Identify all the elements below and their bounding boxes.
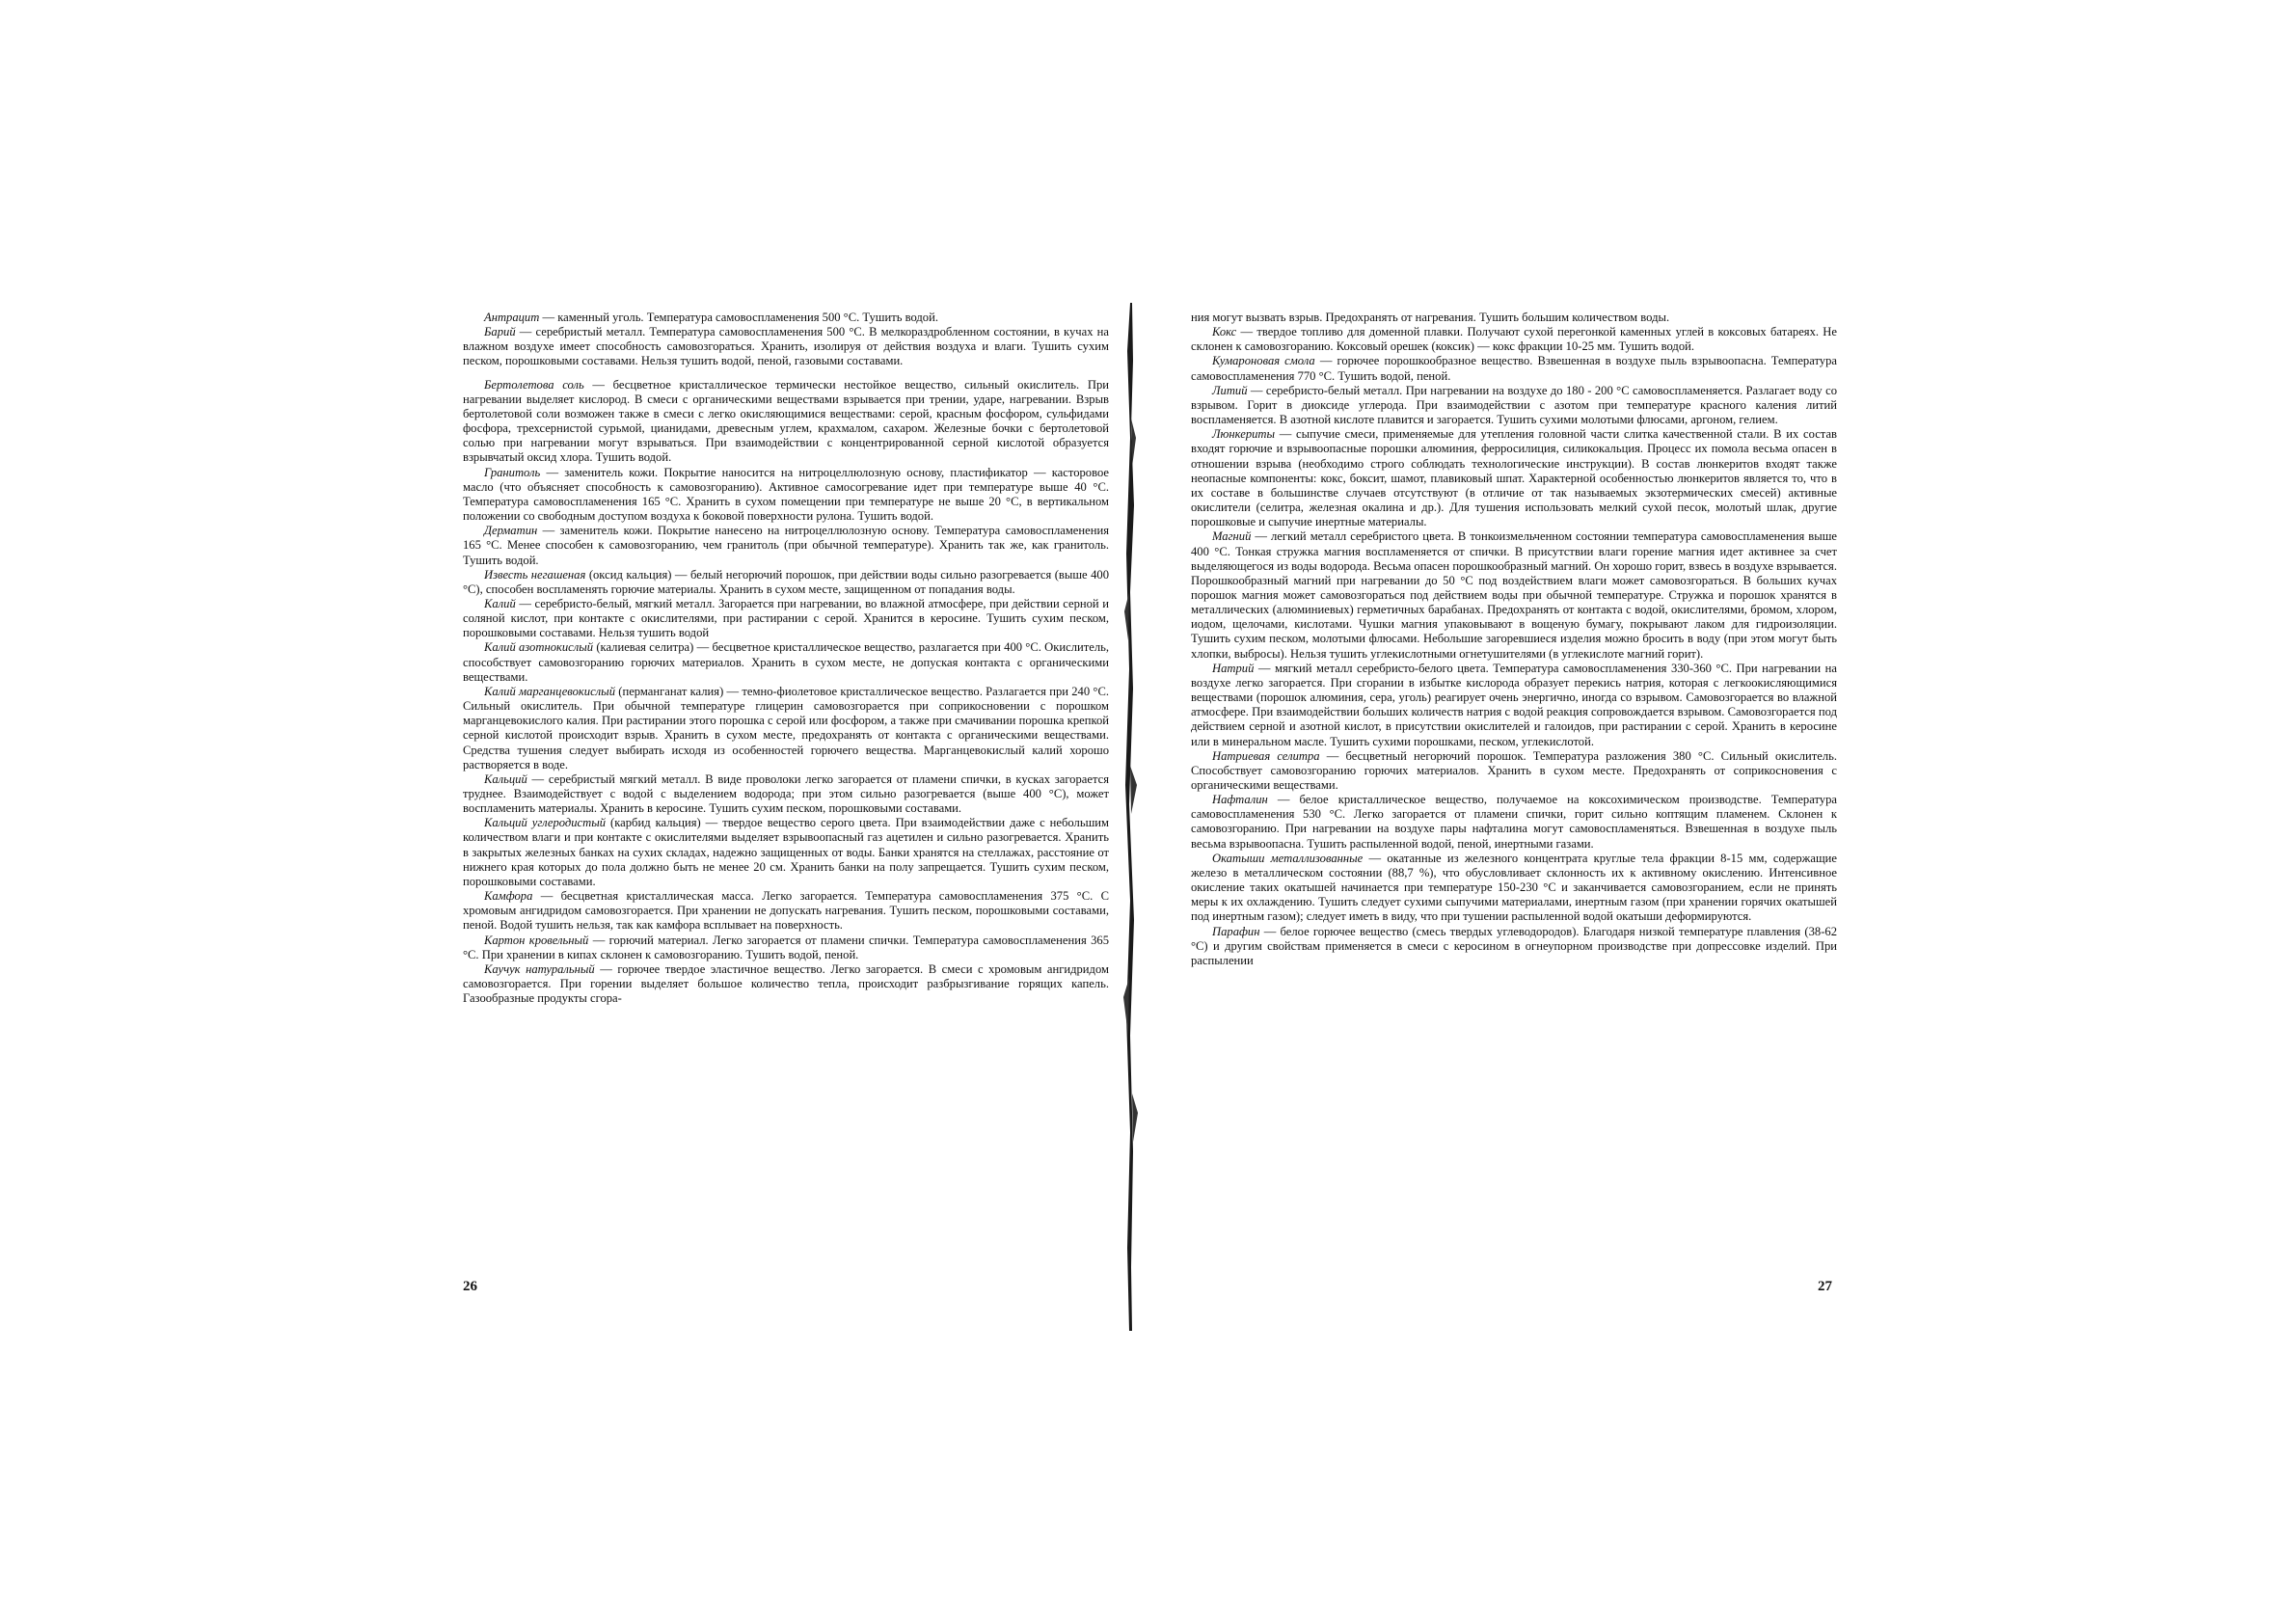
entry-paragraph <box>463 962 1109 1006</box>
entry-text: — легкий металл серебристого цвета. В тонкоизмельченном состоянии температура самовоспламенения выше 400 °С. Тонкая стружка магния воспламеняется от спички. В присутствии влаги горение магния идет активнее за счет выделяющегося из воды водорода. Весьма опасен порошкообразный магний. Он хорошо горит, взвесь в воздухе взрывается. Порошкообразный магний при нагревании до 50 °С под воздействием влаги может самовозгораться. В больших кучах порошок магния может самовозгораться под действием воды при обычной температуре. Стружка и порошок хранятся в металлических (алюминиевых) герметичных барабанах. Предохранять от контакта с водой, окислителями, бромом, хлором, иодом, щелочами, кислотами. Чушки магния упаковывают в вощеную бумагу, покрывают лаком для гидроизоляции. Тушить сухим песком, молотыми флюсами. Небольшие загоревшиеся изделия можно бросить в воду (при этом могут быть хлопки, выбросы). Нельзя тушить углекислотными огнетушителями (в углекислоте магний горит). <box>1191 529 1837 661</box>
entry-text: — горючий материал. Легко загорается от пламени спички. Температура самовоспламенения 365 °С. При хранении в кипах склонен к самовозгоранию. Тушить водой, пеной. <box>463 933 1109 961</box>
entry-text: — горючее твердое эластичное вещество. Легко загорается. В смеси с хромовым ангидридом самовозгорается. При горении выделяет большое количество тепла, происходит разбрызгивание горящих капель. Газообразные продукты сгора- <box>463 961 1109 1006</box>
entry-paragraph <box>1191 384 1837 427</box>
entry-term: Нафталин <box>1212 793 1268 807</box>
left-page-number: 26 <box>463 1279 477 1294</box>
entry-text: — горючее порошкообразное вещество. Взвешенная в воздухе пыль взрывоопасна. Температура самовоспламенения 770 °С. Тушить водой, пеной. <box>1191 354 1837 383</box>
entry-paragraph <box>463 466 1109 525</box>
entry-paragraph <box>463 568 1109 597</box>
right-page-number: 27 <box>1818 1279 1832 1294</box>
entry-text: — сыпучие смеси, применяемые для утепления головной части слитка качественной стали. В их состав входят горючие и взрывоопасные порошки алюминия, ферросилиция, силикокальция. Процесс их помола весьма опасен в отношении взрыва (необходимо строго соблюдать технологические инструкции). В состав люнкеритов входят также неопасные компоненты: кокс, боксит, шамот, плавиковый шпат. Характерной особенностью люнкеритов является то, что в их составе в большинстве случаев отсутствуют (в отличие от так называемых экзотермических смесей) активные окислители (селитра, железная окалина и др.). Для тушения использовать мелкий сухой песок, молотый шлак, другие порошковые и сыпучие инертные материалы. <box>1191 427 1837 529</box>
entry-paragraph <box>1191 925 1837 968</box>
entry-paragraph <box>463 311 1109 325</box>
entry-text: — серебристо-белый металл. При нагревании на воздухе до 180 - 200 °С самовоспламеняется. Разлагает воду со взрывом. Горит в диоксиде углерода. При взаимодействии с азотом при температуре красного каления литий воспламеняется. В азотной кислоте плавится и загорается. Тушить сухими молотыми флюсами, аргоном, гелием. <box>1191 383 1837 427</box>
entry-text: (оксид кальция) — белый негорючий порошок, при действии воды сильно разогревается (выше 400 °С), способен воспламенять горючие материалы. Хранить в сухом месте, защищенном от попадания воды. <box>463 567 1109 596</box>
left-page <box>463 311 1109 1006</box>
entry-text: — белое горючее вещество (смесь твердых углеводородов). Благодаря низкой температуре плавления (38-62 °С) и другим свойствам применяется в смеси с керосином в огнеупорном производстве при допрессовке изделий. При распылении <box>1191 924 1837 967</box>
entry-text: — серебристый мягкий металл. В виде проволоки легко загорается от пламени спички, в кусках загорается труднее. Взаимодействует с водой с выделением водорода; при этом сильно разогревается (выше 400 °С), может воспламенить материалы. Хранить в керосине. Тушить сухим песком, порошковыми составами. <box>463 771 1109 816</box>
entry-term: Окатыши металлизованные <box>1212 851 1364 865</box>
entry-paragraph <box>463 597 1109 640</box>
entry-term: Барий <box>484 325 516 339</box>
entry-term: Калий азотнокислый <box>484 640 594 655</box>
entry-text: — белое кристаллическое вещество, получаемое на коксохимическом производстве. Температура самовоспламенения 530 °С. Легко загорается от пламени спички, горит сильно коптящим пламенем. Склонен к самовозгоранию. При нагревании на воздухе пары нафталина могут самовоспламеняться. Взвешенная в воздухе пыль весьма взрывоопасна. Тушить распыленной водой, пеной, инертными газами. <box>1191 793 1837 851</box>
entry-term: Литий <box>1212 383 1248 397</box>
continuation-paragraph: ния могут вызвать взрыв. Предохранять от нагревания. Тушить большим количеством воды. <box>1191 311 1670 324</box>
entry-term: Известь негашеная <box>484 567 586 582</box>
entry-term: Калий марганцевокислый <box>484 684 615 698</box>
entry-term: Кальций <box>484 771 527 786</box>
entry-term: Натрий <box>1212 661 1255 675</box>
entry-paragraph <box>1191 852 1837 925</box>
entry-paragraph <box>463 816 1109 889</box>
entry-paragraph <box>1191 662 1837 749</box>
entry-text: — серебристый металл. Температура самовоспламенения 500 °С. В мелкораздробленном состоянии, в кучах на влажном воздухе имеет способность самовозгораться. Хранить, изолируя от действия воздуха и влаги. Тушить сухим песком, порошковыми составами. Нельзя тушить водой, пеной, газовыми составами. <box>463 325 1109 368</box>
entry-paragraph <box>463 685 1109 772</box>
entry-paragraph <box>463 934 1109 962</box>
entry-term: Люнкериты <box>1212 427 1276 442</box>
entry-text: — окатанные из железного концентрата круглые тела фракции 8-15 мм, содержащие железо в металлическом состоянии (88,7 %), что обусловливает склонность их к активному окислению. Интенсивное окисление таких окатышей начинается при температуре 150-230 °С и заканчивается самовозгоранием, если не принять меры к их охлаждению. Тушить следует сухими сыпучими материалами, инертным газом (при хранении горячих окатышей под инертным газом); следует иметь в виду, что при тушении распыленной водой окатыши деформируются. <box>1191 851 1837 924</box>
entry-paragraph <box>463 524 1109 567</box>
entry-term: Кокс <box>1212 325 1237 339</box>
entry-paragraph <box>463 325 1109 368</box>
entry-paragraph <box>463 378 1109 466</box>
entry-text: — заменитель кожи. Покрытие наносится на нитроцеллюлозную основу, пластификатор — касторовое масло (что объясняет способность к самовозгоранию). Активное самосогревание идет при температуре выше 40 °С. Температура самовоспламенения 165 °С. Хранить в сухом помещении при температуре не выше 20 °С, в вертикальном положении со свободным доступом воздуха к боковой поверхности рулона. Тушить водой. <box>463 465 1109 524</box>
entry-paragraph <box>1191 529 1837 661</box>
entry-term: Магний <box>1212 529 1252 544</box>
entry-text: — мягкий металл серебристо-белого цвета. Температура самовоспламенения 330-360 °С. При нагревании на воздухе легко загорается. При сгорании в избытке кислорода образует перекись натрия, которая с легкоокисляющимися веществами (порошок алюминия, сера, уголь) реагирует очень энергично, иногда со взрывом. Самовозгорается во влажной атмосфере. При взаимодействии больших количеств натрия с водой реакция сопровождается взрывом. Самовозгорается под действием серной и азотной кислот, в присутствии окислителей и галоидов, при растирании с серой. Хранить в керосине или в минеральном масле. Тушить сухими порошками, песком, углекислотой. <box>1191 661 1837 748</box>
entry-paragraph <box>1191 749 1837 793</box>
entry-term: Каучук натуральный <box>484 961 595 976</box>
entry-paragraph <box>1191 354 1837 383</box>
entry-text: — бесцветная кристаллическая масса. Легко загорается. Температура самовоспламенения 375 °С. С хромовым ангидридом самовозгорается. При хранении не допускать нагревания. Тушить песком, порошковыми составами, пеной. Водой тушить нельзя, так как камфора всплывает на поверхность. <box>463 889 1109 933</box>
entry-term: Гранитоль <box>484 465 541 479</box>
entry-term: Картон кровельный <box>484 933 589 947</box>
book-gutter <box>1121 303 1141 1331</box>
entry-term: Бертолетова соль <box>484 377 584 392</box>
entry-paragraph <box>463 889 1109 933</box>
entry-text: — заменитель кожи. Покрытие нанесено на нитроцеллюлозную основу. Температура самовоспламенения 165 °С. Менее способен к самовозгоранию, чем гранитоль (при обычной температуре). Хранить так же, как гранитоль. Тушить водой. <box>463 524 1109 567</box>
entry-term: Камфора <box>484 889 533 904</box>
entry-text: (калиевая селитра) — бесцветное кристаллическое вещество, разлагается при 400 °С. Окислитель, способствует самовозгоранию горючих материалов. Хранить в сухом месте, не допуская контакта с органическими веществами. <box>463 640 1109 684</box>
entry-text: — твердое топливо для доменной плавки. Получают сухой перегонкой каменных углей в коксовых батареях. Не склонен к самовозгоранию. Коксовый орешек (коксик) — кокс фракции 10-25 мм. Тушить водой. <box>1191 325 1837 354</box>
entry-term: Натриевая селитра <box>1212 748 1320 763</box>
entry-term: Кальций углеродистый <box>484 816 607 830</box>
entry-paragraph <box>463 640 1109 684</box>
entry-term: Кумароновая смола <box>1212 354 1315 368</box>
entry-text: — бесцветный негорючий порошок. Температура разложения 380 °С. Сильный окислитель. Способствует самовозгоранию горючих материалов. Хранить в сухом месте. Предохранять от соприкосновения с органическими веществами. <box>1191 748 1838 792</box>
right-page <box>1191 311 1837 968</box>
entry-paragraph <box>1191 793 1837 852</box>
entry-text: — каменный уголь. Температура самовоспламенения 500 °С. Тушить водой. <box>539 311 938 324</box>
entry-term: Парафин <box>1212 924 1260 938</box>
entry-term: Калий <box>484 596 516 610</box>
entry-text: (карбид кальция) — твердое вещество серого цвета. При взаимодействии даже с небольшим количеством влаги и при контакте с окислителями выделяет взрывоопасный газ ацетилен и сильно разогревается. Хранить в закрытых железных банках на сухих складах, надежно защищенных от воды. Банки хранятся на стеллажах, расстояние от нижнего края которых до пола должно быть не менее 20 см. Хранить банки на полу запрещается. Тушить сухим песком, порошковыми составами. <box>463 816 1109 888</box>
entry-term: Дерматин <box>484 524 538 538</box>
entry-text: — серебристо-белый, мягкий металл. Загорается при нагревании, во влажной атмосфере, при действии серной и соляной кислот, при контакте с окислителями, при растирании с серой. Хранится в керосине. Тушить сухим песком, порошковыми составами. Нельзя тушить водой <box>463 596 1109 640</box>
entry-paragraph <box>1191 427 1837 529</box>
entry-text: (перманганат калия) — темно-фиолетовое кристаллическое вещество. Разлагается при 240 °С. Сильный окислитель. При обычной температуре глицерин самовозгорается при соприкосновении с порошком марганцевокислого калия. При растирании этого порошка с серой или фосфором, а также при смачивании порошка крепкой серной кислотой происходит взрыв. Хранить в сухом месте, предохранять от контакта с органическими веществами. Средства тушения следует выбирать исходя из особенностей горючего вещества. Марганцевокислый калий хорошо растворяется в воде. <box>463 684 1110 771</box>
entry-paragraph <box>463 772 1109 816</box>
entry-paragraph <box>1191 325 1837 354</box>
entry-text: — бесцветное кристаллическое термически нестойкое вещество, сильный окислитель. При нагревании выделяет кислород. В смеси с органическими веществами взрывается при трении, ударе, нагревании. Взрыв бертолетовой соли возможен также в смеси с легко окисляющимися веществами: серой, красным фосфором, сульфидами фосфора, трехсернистой сурьмой, цианидами, древесным углем, крахмалом, сахаром. Железные бочки с бертолетовой солью при нагревании могут взрываться. При взаимодействии с концентрированной серной кислотой образуется взрывчатый оксид хлора. Тушить водой. <box>463 377 1109 465</box>
entry-term: Антрацит <box>484 311 540 324</box>
